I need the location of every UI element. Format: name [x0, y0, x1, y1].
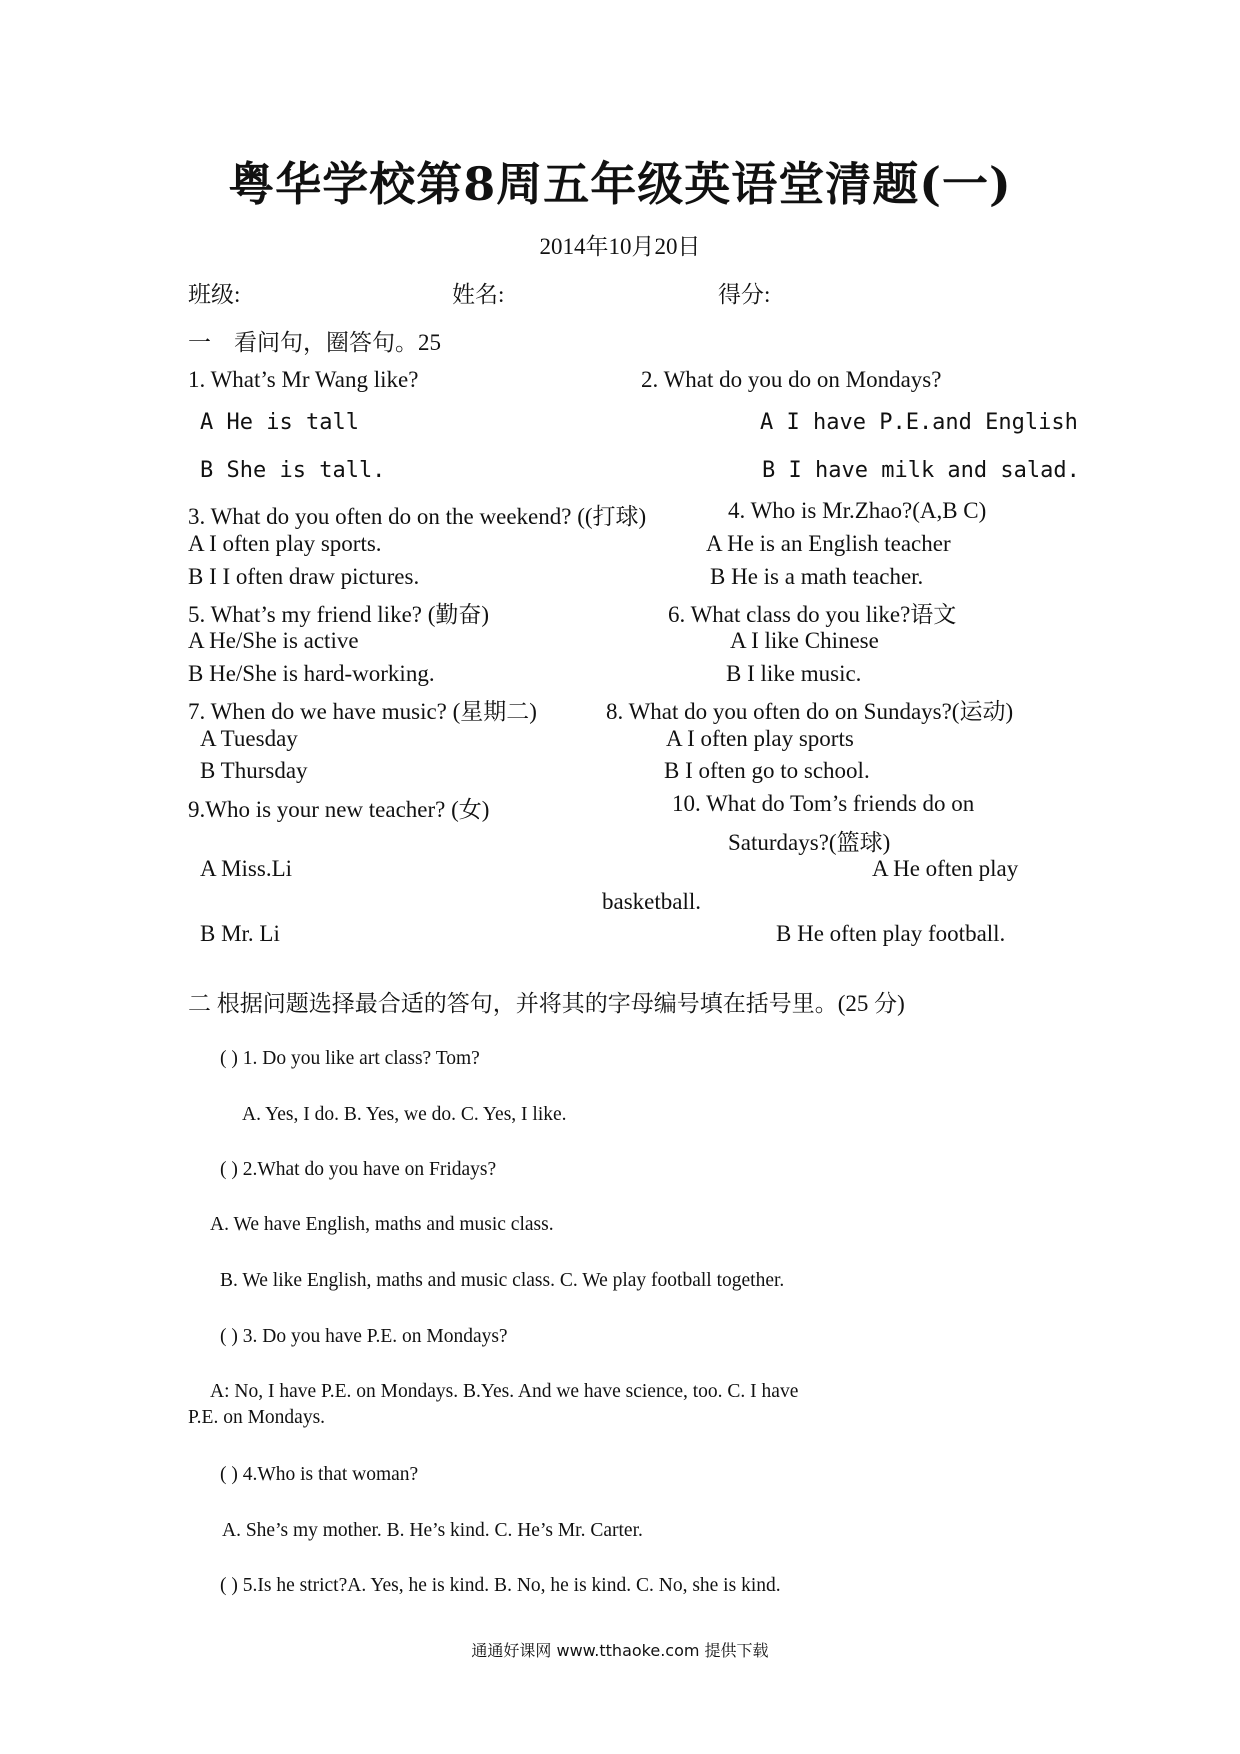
- s1-q2-option-b: B I have milk and salad.: [762, 458, 1080, 483]
- s1-q6-option-a: A I like Chinese: [730, 628, 879, 653]
- s1-q2-option-a: A I have P.E.and English: [760, 410, 1078, 435]
- s1-q1-option-b: B She is tall.: [200, 458, 386, 483]
- worksheet-date: 2014年10月20日: [539, 234, 701, 259]
- s2-q3-options-cont: P.E. on Mondays.: [188, 1407, 326, 1428]
- s1-q9-option-b: B Mr. Li: [200, 921, 280, 946]
- s1-q9-question: 9.Who is your new teacher? (女): [188, 797, 490, 822]
- score-label: 得分:: [718, 282, 771, 307]
- s2-q3-question: ( ) 3. Do you have P.E. on Mondays?: [220, 1326, 508, 1347]
- s1-q10-question-line2: Saturdays?(篮球): [728, 830, 891, 855]
- section2-heading: 二 根据问题选择最合适的答句，并将其的字母编号填在括号里。(25 分): [188, 991, 905, 1016]
- s1-q4-option-a: A He is an English teacher: [706, 531, 951, 556]
- s1-q8-option-a: A I often play sports: [666, 726, 854, 751]
- s1-q7-option-a: A Tuesday: [200, 726, 298, 751]
- s1-q6-question: 6. What class do you like?语文: [668, 602, 957, 627]
- s1-q6-option-b: B I like music.: [726, 661, 862, 686]
- s1-q5-option-a: A He/She is active: [188, 628, 359, 653]
- class-label: 班级:: [188, 282, 241, 307]
- s1-q10-option-b: B He often play football.: [776, 921, 1006, 946]
- s1-q4-question: 4. Who is Mr.Zhao?(A,B C): [728, 498, 987, 523]
- s1-q1-option-a: A He is tall: [200, 410, 359, 435]
- footer-source: 通通好课网 www.tthaoke.com 提供下载: [471, 1641, 769, 1660]
- s1-q3-option-a: A I often play sports.: [188, 531, 382, 556]
- s1-q4-option-b: B He is a math teacher.: [710, 564, 924, 589]
- s2-q5-question: ( ) 5.Is he strict?A. Yes, he is kind. B. No, he is kind. C. No, she is kind.: [220, 1575, 781, 1596]
- s2-q2-option-a: A. We have English, maths and music class.: [210, 1214, 554, 1235]
- s2-q2-question: ( ) 2.What do you have on Fridays?: [220, 1159, 497, 1180]
- s1-q3-question: 3. What do you often do on the weekend? ((打球): [188, 504, 647, 529]
- name-label: 姓名:: [452, 282, 505, 307]
- s2-q4-question: ( ) 4.Who is that woman?: [220, 1464, 419, 1485]
- s1-q7-question: 7. When do we have music? (星期二): [188, 699, 537, 724]
- s1-q8-option-b: B I often go to school.: [664, 758, 870, 783]
- s1-q10-option-a: A He often play: [872, 856, 1019, 881]
- s1-q1-question: 1. What’s Mr Wang like?: [188, 367, 419, 392]
- s1-q10-option-a-cont: basketball.: [602, 889, 701, 914]
- s2-q3-options: A: No, I have P.E. on Mondays. B.Yes. And we have science, too. C. I have: [210, 1381, 799, 1402]
- s2-q4-options: A. She’s my mother. B. He’s kind. C. He’s Mr. Carter.: [222, 1520, 643, 1541]
- s1-q8-question: 8. What do you often do on Sundays?(运动): [606, 699, 1014, 724]
- s1-q9-option-a: A Miss.Li: [200, 856, 293, 881]
- section1-heading: 一 看问句，圈答句。25: [188, 330, 441, 355]
- worksheet-title: 粤华学校第8周五年级英语堂清题(一): [228, 157, 1012, 211]
- s1-q7-option-b: B Thursday: [200, 758, 308, 783]
- s2-q1-question: ( ) 1. Do you like art class? Tom?: [220, 1048, 480, 1069]
- s1-q5-option-b: B He/She is hard-working.: [188, 661, 435, 686]
- s1-q5-question: 5. What’s my friend like? (勤奋): [188, 602, 490, 627]
- s2-q2-options-bc: B. We like English, maths and music class. C. We play football together.: [220, 1270, 785, 1291]
- s1-q10-question-line1: 10. What do Tom’s friends do on: [672, 791, 975, 816]
- s1-q2-question: 2. What do you do on Mondays?: [641, 367, 942, 392]
- s2-q1-options: A. Yes, I do. B. Yes, we do. C. Yes, I like.: [242, 1104, 567, 1125]
- s1-q3-option-b: B I I often draw pictures.: [188, 564, 420, 589]
